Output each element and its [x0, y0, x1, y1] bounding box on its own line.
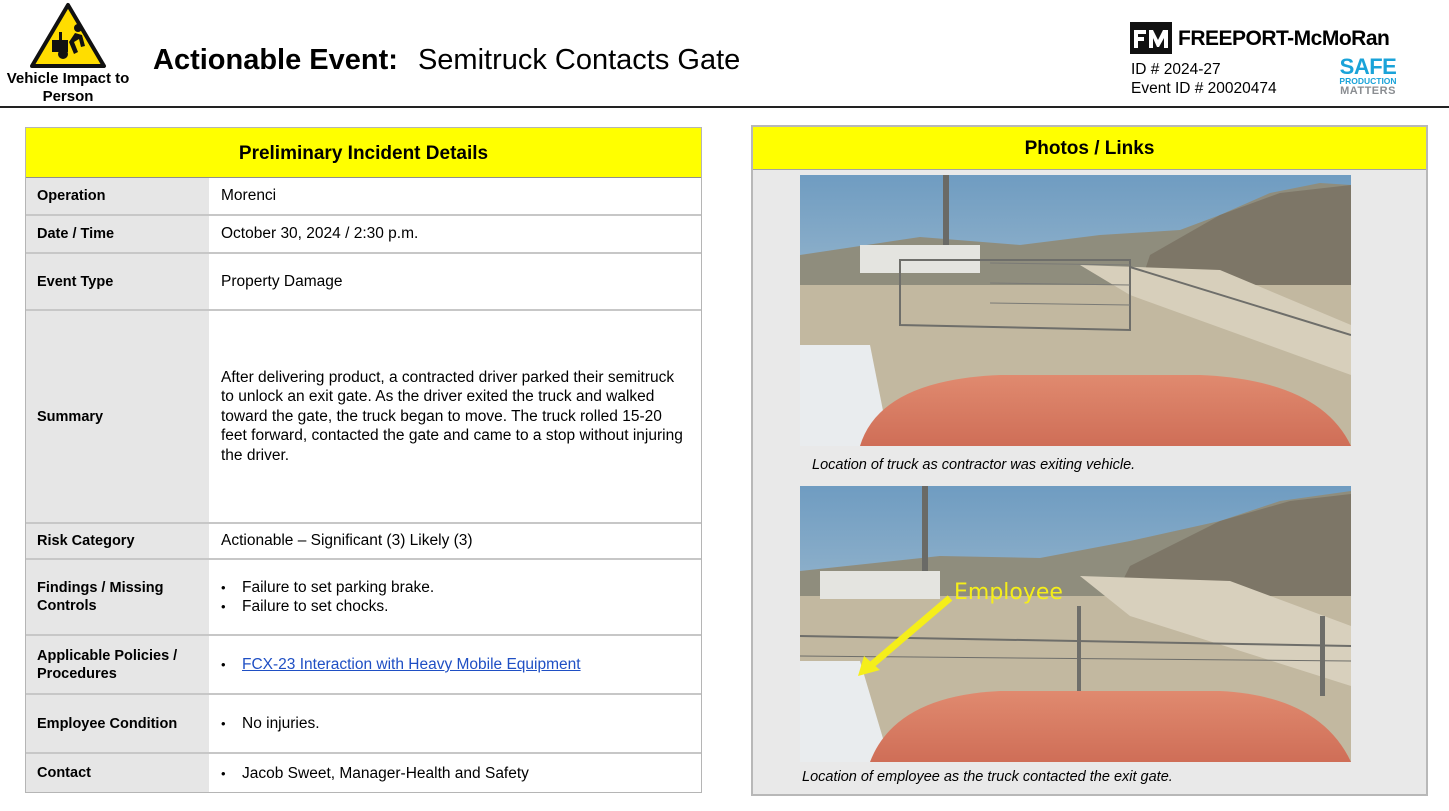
row-label: Contact — [26, 754, 209, 792]
header-divider — [0, 106, 1449, 108]
vehicle-impact-warning-icon — [28, 2, 108, 70]
photos-links-panel — [751, 125, 1428, 796]
details-heading: Preliminary Incident Details — [26, 128, 701, 178]
safe-logo-line3: MATTERS — [1340, 84, 1396, 97]
condition-list — [221, 714, 320, 733]
policy-link[interactable]: FCX-23 Interaction with Heavy Mobile Equipment — [242, 656, 581, 673]
row-value: Property Damage — [209, 254, 701, 309]
row-label: Employee Condition — [26, 695, 209, 752]
row-label: Findings / Missing Controls — [26, 560, 209, 634]
header — [0, 0, 1449, 108]
row-label: Risk Category — [26, 524, 209, 558]
photo-caption-1: Location of truck as contractor was exiting vehicle. — [812, 457, 1136, 473]
incident-details-panel — [25, 127, 702, 793]
hazard-badge — [6, 2, 130, 106]
summary-text: After delivering product, a contracted driver parked their semitruck to unlock an exit gate. As the driver exited the truck and walked toward the gate, the truck began to move. The truck rolled 15-20 feet forward, contacted the gate and came to a stop without injuring the driver. — [221, 368, 683, 464]
row-findings — [26, 560, 701, 636]
photo-caption-2: Location of employee as the truck contacted the exit gate. — [802, 769, 1173, 785]
title-prefix: Actionable Event: — [153, 44, 398, 76]
row-risk-category — [26, 524, 701, 560]
row-label: Event Type — [26, 254, 209, 309]
row-value: Morenci — [209, 178, 701, 214]
row-policies — [26, 636, 701, 695]
row-summary — [26, 311, 701, 524]
contact-list — [221, 764, 529, 783]
row-value: October 30, 2024 / 2:30 p.m. — [209, 216, 701, 252]
row-contact — [26, 754, 701, 792]
list-item: • Jacob Sweet, Manager-Health and Safety — [221, 764, 529, 783]
row-label: Applicable Policies / Procedures — [26, 636, 209, 693]
findings-list — [221, 578, 434, 616]
row-value — [209, 695, 701, 752]
row-employee-condition — [26, 695, 701, 754]
policies-list — [221, 655, 581, 674]
list-item: • No injuries. — [221, 714, 320, 733]
brand-block — [1130, 22, 1405, 102]
event-id-line: Event ID # 20020474 — [1131, 80, 1277, 97]
row-date-time — [26, 216, 701, 254]
list-item — [221, 655, 581, 674]
title-text: Semitruck Contacts Gate — [417, 44, 741, 76]
row-event-type — [26, 254, 701, 311]
photo-employee-location — [800, 486, 1351, 762]
id-line: ID # 2024-27 — [1131, 61, 1221, 78]
row-operation — [26, 178, 701, 216]
row-value — [209, 754, 701, 792]
employee-overlay-label: Employee — [954, 580, 1063, 605]
safe-logo-line2: PRODUCTION — [1339, 76, 1397, 86]
photos-heading: Photos / Links — [753, 127, 1426, 170]
row-label: Summary — [26, 311, 209, 522]
safe-logo-line1: SAFE — [1339, 54, 1397, 79]
row-value — [209, 311, 701, 522]
row-value — [209, 560, 701, 634]
page-title — [153, 44, 740, 77]
list-item: • Failure to set chocks. — [221, 597, 434, 616]
row-label: Date / Time — [26, 216, 209, 252]
row-label: Operation — [26, 178, 209, 214]
dashcam-photo-2 — [800, 486, 1351, 762]
photo-truck-exiting — [800, 175, 1351, 446]
row-value — [209, 636, 701, 693]
freeport-logo-icon — [1130, 22, 1172, 54]
row-value: Actionable – Significant (3) Likely (3) — [209, 524, 701, 558]
list-item: • Failure to set parking brake. — [221, 578, 434, 597]
dashcam-photo-1 — [800, 175, 1351, 446]
event-ids — [1131, 60, 1277, 98]
safe-production-matters-logo — [1332, 56, 1404, 97]
brand-name: FREEPORT-McMoRan — [1178, 27, 1390, 50]
hazard-label: Vehicle Impact to Person — [6, 70, 130, 105]
